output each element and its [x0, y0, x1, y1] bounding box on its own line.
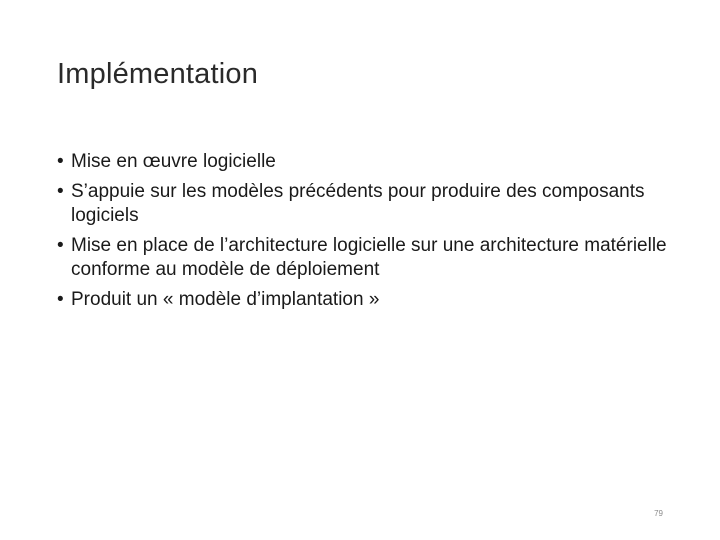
bullet-text: S’appuie sur les modèles précédents pour produire des composants logiciels — [71, 181, 645, 226]
bullet-item — [57, 234, 687, 282]
slide-title: Implémentation — [57, 58, 259, 90]
bullet-marker: • — [57, 151, 64, 172]
bullet-marker: • — [57, 289, 64, 310]
bullet-marker: • — [57, 235, 64, 256]
bullet-marker: • — [57, 181, 64, 202]
bullet-text: Mise en place de l’architecture logicielle sur une architecture matérielle conforme au modèle de déploiement — [71, 235, 667, 280]
bullet-text: Mise en œuvre logicielle — [71, 151, 276, 172]
bullet-text: Produit un « modèle d’implantation » — [71, 289, 380, 310]
bullet-list — [57, 150, 687, 318]
bullet-item — [57, 288, 687, 312]
bullet-item — [57, 180, 687, 228]
bullet-item — [57, 150, 687, 174]
page-number: 79 — [654, 509, 663, 518]
